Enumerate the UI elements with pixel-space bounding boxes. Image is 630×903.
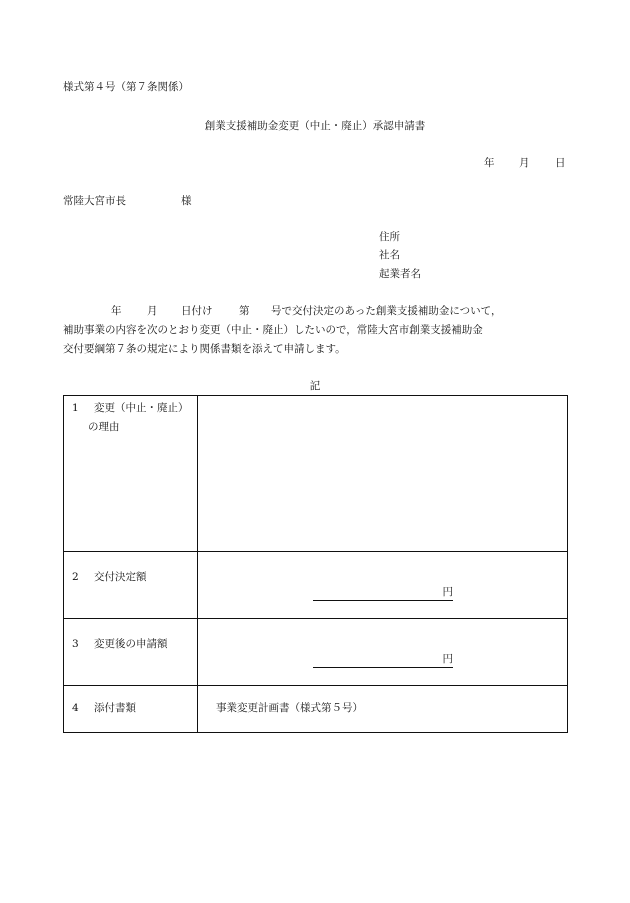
body-line1-text: 号で交付決定のあった創業支援補助金について， <box>271 305 502 317</box>
item-label-cell <box>64 396 198 552</box>
item-number: 1 <box>72 402 79 414</box>
body-year-label: 年 <box>111 305 122 317</box>
body-number-prefix: 第 <box>239 305 250 317</box>
decided-amount-cell <box>198 552 568 619</box>
document-title: 創業支援補助金変更（中止・廃止）承認申請書 <box>204 120 426 132</box>
yen-unit: 円 <box>442 585 453 598</box>
addressee-name: 常陸大宮市長 <box>63 195 126 207</box>
item-number: 3 <box>72 638 79 650</box>
applicant-address-label: 住所 <box>379 231 400 243</box>
body-month-label: 月 <box>147 305 158 317</box>
table-row <box>64 396 568 552</box>
item-number: 2 <box>72 571 79 583</box>
body-dated-label: 日付け <box>181 305 213 317</box>
items-table <box>63 395 568 733</box>
applicant-name-label: 起業者名 <box>379 268 421 280</box>
yen-unit: 円 <box>442 652 453 665</box>
date-year-label: 年 <box>484 157 495 169</box>
date-month-label: 月 <box>519 157 530 169</box>
date-day-label: 日 <box>555 157 566 169</box>
body-line2-text: 補助事業の内容を次のとおり変更（中止・廃止）したいので，常陸大宮市創業支援補助金 <box>63 324 483 336</box>
table-row <box>64 552 568 619</box>
record-heading: 記 <box>309 380 321 392</box>
item-label-continued: の理由 <box>88 421 120 433</box>
body-line3-text: 交付要綱第７条の規定により関係書類を添えて申請します。 <box>63 343 346 355</box>
item-label-cell <box>64 686 198 733</box>
revised-amount-cell <box>198 619 568 686</box>
attachment-cell <box>198 686 568 733</box>
form-number: 様式第４号（第７条関係） <box>63 81 189 93</box>
revised-amount-field[interactable] <box>313 652 453 668</box>
table-row <box>64 686 568 733</box>
item-label: 交付決定額 <box>94 571 147 583</box>
applicant-company-label: 社名 <box>379 249 400 261</box>
item-label-cell <box>64 552 198 619</box>
item-label: 変更後の申請額 <box>94 638 168 650</box>
item-label: 変更（中止・廃止） <box>94 402 189 414</box>
item-label: 添付書類 <box>94 702 136 714</box>
table-row <box>64 619 568 686</box>
item-label-cell <box>64 619 198 686</box>
addressee-honorific: 様 <box>181 195 192 207</box>
change-reason-field[interactable] <box>198 396 568 552</box>
item-number: 4 <box>72 702 79 714</box>
attachment-value: 事業変更計画書（様式第５号） <box>216 702 363 714</box>
decided-amount-field[interactable] <box>313 585 453 601</box>
